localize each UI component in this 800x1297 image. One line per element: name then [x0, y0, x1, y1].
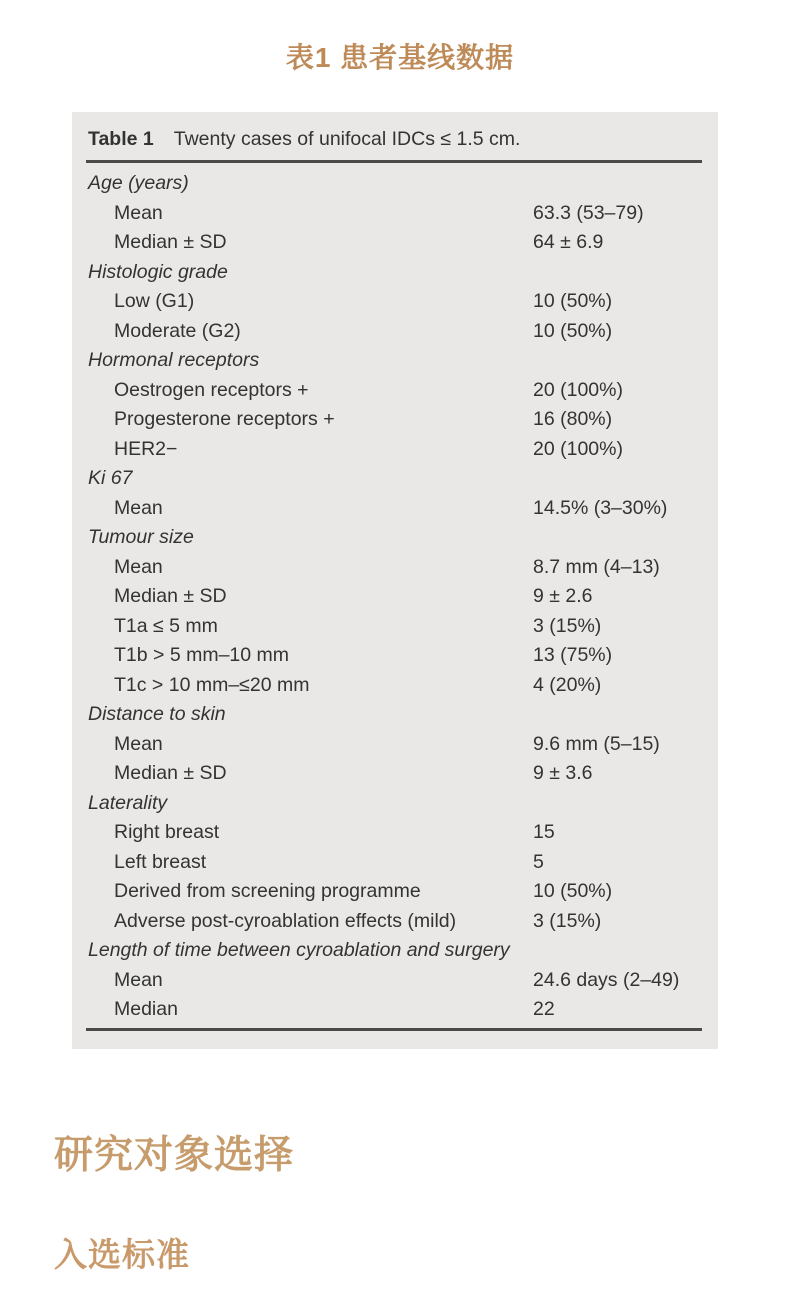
table-row [72, 907, 718, 937]
row-label: Ki 67 [88, 467, 133, 489]
table-row [72, 376, 718, 406]
row-value: 10 (50%) [533, 290, 613, 312]
table-row [72, 759, 718, 789]
table-row [72, 700, 718, 730]
row-label: Adverse post-cyroablation effects (mild) [114, 909, 457, 932]
table-row [72, 789, 718, 819]
row-value: 9.6 mm (5–15) [533, 732, 660, 755]
row-label: Median ± SD [114, 762, 227, 784]
row-value: 20 (100%) [533, 437, 623, 460]
row-value: 24.6 days (2–49) [533, 968, 680, 991]
table-row [72, 818, 718, 848]
figure-caption: 表1 患者基线数据 [285, 42, 515, 73]
row-label: Median ± SD [114, 585, 227, 607]
row-value: 10 (50%) [533, 319, 613, 342]
row-label: Histologic grade [88, 260, 228, 283]
row-value: 3 (15%) [533, 909, 602, 932]
table-row [72, 671, 718, 701]
table-row [72, 936, 718, 966]
table-row [72, 258, 718, 288]
row-label: T1b > 5 mm–10 mm [114, 644, 290, 666]
row-label: Moderate (G2) [114, 319, 241, 342]
row-value: 22 [533, 998, 555, 1020]
table-row [72, 641, 718, 671]
table-title [72, 112, 718, 160]
row-label: T1a ≤ 5 mm [114, 614, 218, 637]
row-value: 64 ± 6.9 [533, 231, 604, 253]
table-figure [72, 112, 718, 1049]
table-row [72, 287, 718, 317]
row-label: Left breast [114, 850, 207, 873]
table-row [72, 877, 718, 907]
row-label: Low (G1) [114, 290, 195, 312]
row-label: Distance to skin [88, 703, 226, 725]
table-row [72, 405, 718, 435]
table-row [72, 553, 718, 583]
row-label: Median [114, 998, 178, 1020]
row-value: 3 (15%) [533, 614, 602, 637]
row-label: T1c > 10 mm–≤20 mm [114, 673, 310, 696]
row-value: 10 (50%) [533, 880, 613, 902]
table-row [72, 169, 718, 199]
table-bottom-rule [86, 1028, 702, 1031]
row-label: Mean [114, 968, 163, 991]
table-row [72, 995, 718, 1025]
table-row [72, 848, 718, 878]
table-row [72, 464, 718, 494]
row-value: 9 ± 2.6 [533, 585, 593, 607]
row-value: 4 (20%) [533, 673, 602, 696]
row-label: Derived from screening programme [114, 880, 421, 902]
row-label: HER2− [114, 437, 178, 460]
row-value: 20 (100%) [533, 378, 623, 401]
table-row [72, 966, 718, 996]
row-label: Length of time between cyroablation and surgery [88, 939, 510, 961]
row-value: 5 [533, 850, 544, 873]
row-label: Laterality [88, 791, 168, 814]
row-label: Mean [114, 496, 163, 519]
row-value: 15 [533, 821, 555, 843]
table-number: Table 1 [88, 128, 154, 150]
table-caption-text: Twenty cases of unifocal IDCs ≤ 1.5 cm. [173, 128, 521, 150]
row-value: 14.5% (3–30%) [533, 496, 668, 519]
table-row [72, 435, 718, 465]
row-value: 8.7 mm (4–13) [533, 555, 660, 578]
table-row [72, 228, 718, 258]
row-label: Median ± SD [114, 231, 227, 253]
row-label: Hormonal receptors [88, 349, 260, 371]
row-label: Progesterone receptors + [114, 408, 335, 430]
row-value: 13 (75%) [533, 644, 613, 666]
section-heading: 研究对象选择 [54, 1134, 295, 1177]
row-label: Right breast [114, 821, 220, 843]
row-label: Age (years) [88, 172, 189, 194]
row-value: 63.3 (53–79) [533, 201, 644, 224]
table-row [72, 523, 718, 553]
row-label: Mean [114, 732, 163, 755]
table-row [72, 730, 718, 760]
table-row [72, 494, 718, 524]
table-row [72, 199, 718, 229]
row-label: Mean [114, 201, 163, 224]
table-body [72, 163, 718, 1028]
row-value: 16 (80%) [533, 408, 613, 430]
row-label: Mean [114, 555, 163, 578]
row-label: Tumour size [88, 526, 194, 548]
table-row [72, 317, 718, 347]
table-row [72, 346, 718, 376]
row-value: 9 ± 3.6 [533, 762, 593, 784]
table-row [72, 612, 718, 642]
subsection-heading: 入选标准 [54, 1236, 190, 1273]
table-row [72, 582, 718, 612]
row-label: Oestrogen receptors + [114, 378, 309, 401]
